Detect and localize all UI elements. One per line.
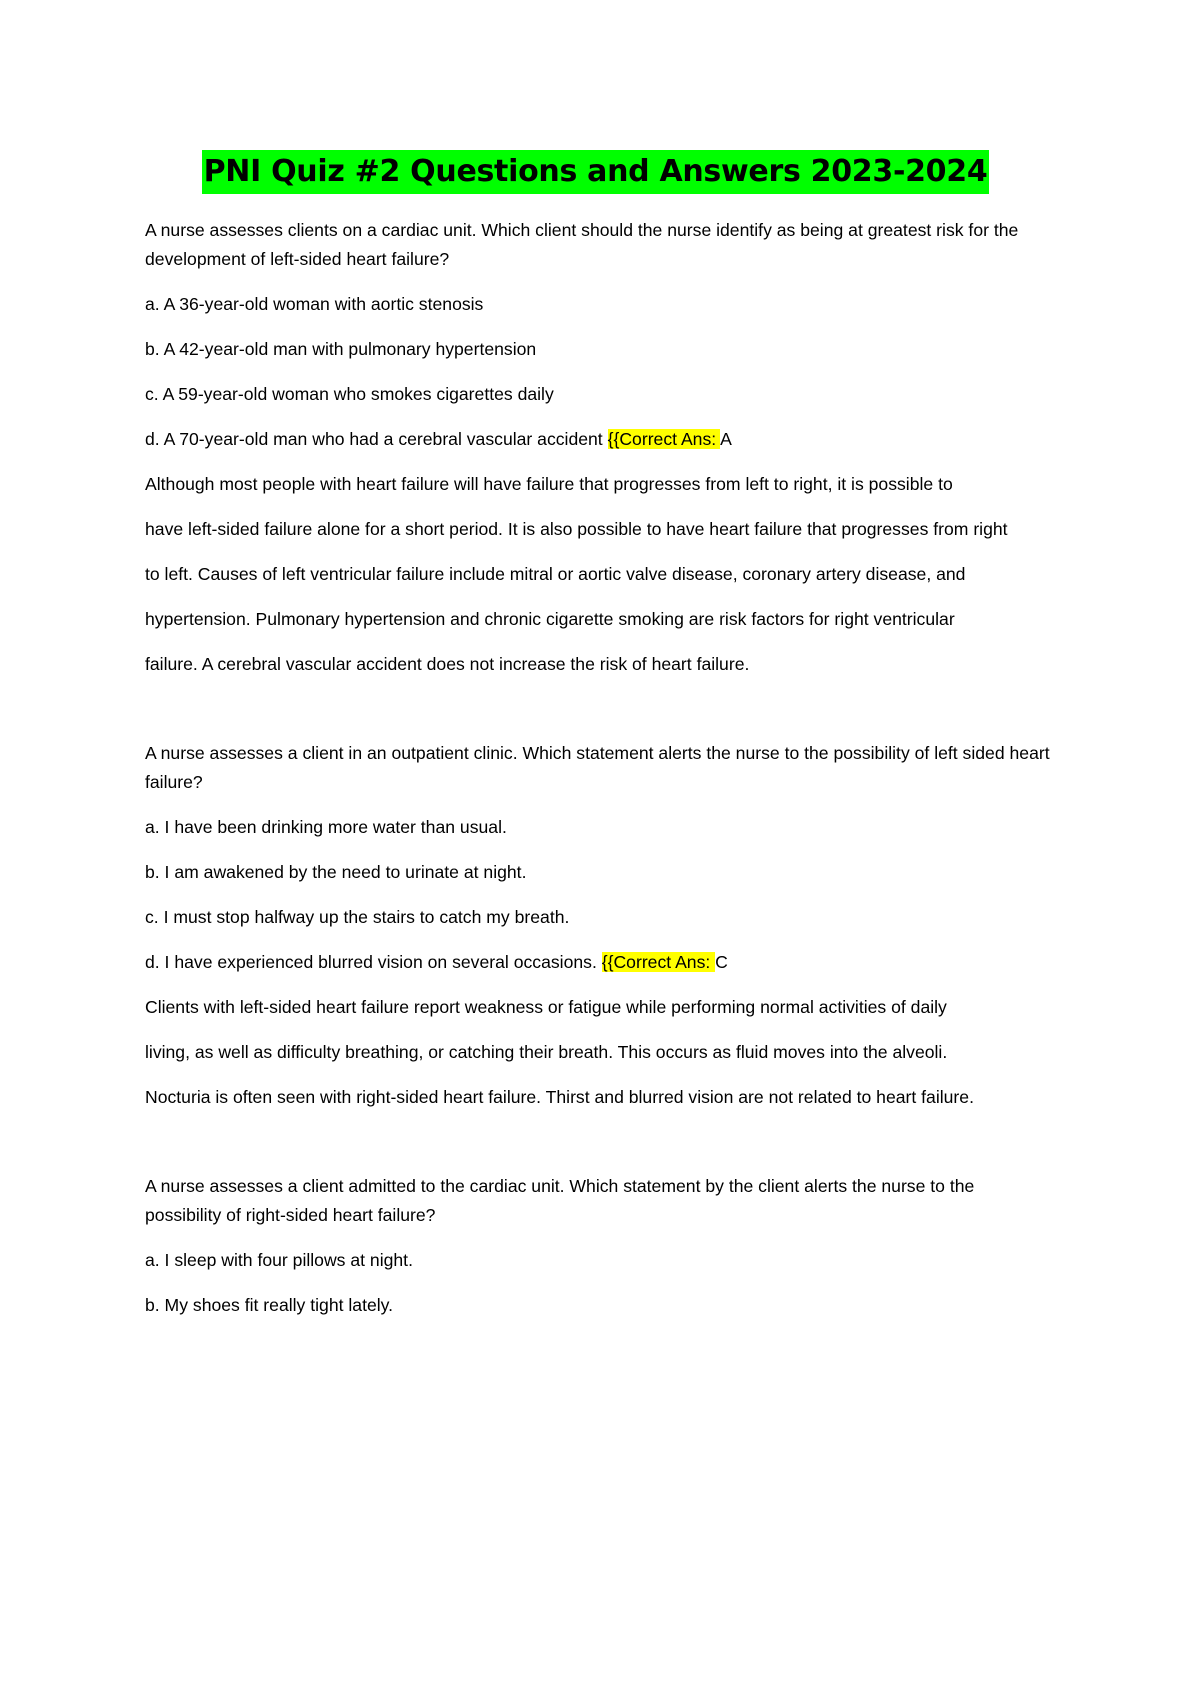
document-body bbox=[145, 216, 1055, 1336]
section-gap bbox=[145, 1128, 1055, 1172]
question-3-stem: A nurse assesses a client admitted to the cardiac unit. Which statement by the client alerts the nurse to the possibility of right-sided heart failure? bbox=[145, 1176, 975, 1225]
question-1-rationale-2: have left-sided failure alone for a short period. It is also possible to have heart failure that progresses from right bbox=[145, 519, 1008, 539]
question-1-option-c: c. A 59-year-old woman who smokes cigarettes daily bbox=[145, 384, 554, 404]
question-1-option-a: a. A 36-year-old woman with aortic stenosis bbox=[145, 294, 484, 314]
question-2-option-a: a. I have been drinking more water than usual. bbox=[145, 817, 507, 837]
question-2-option-b: b. I am awakened by the need to urinate at night. bbox=[145, 862, 527, 882]
question-2-stem: A nurse assesses a client in an outpatient clinic. Which statement alerts the nurse to the possibility of left sided heart failure? bbox=[145, 743, 1050, 792]
question-1-rationale-5: failure. A cerebral vascular accident does not increase the risk of heart failure. bbox=[145, 654, 750, 674]
question-2-rationale-2: living, as well as difficulty breathing, or catching their breath. This occurs as fluid moves into the alveoli. bbox=[145, 1042, 948, 1062]
question-2-option-c: c. I must stop halfway up the stairs to catch my breath. bbox=[145, 907, 570, 927]
question-1-rationale-4: hypertension. Pulmonary hypertension and chronic cigarette smoking are risk factors for right ventricular bbox=[145, 609, 955, 629]
question-1-option-b: b. A 42-year-old man with pulmonary hypertension bbox=[145, 339, 537, 359]
title-wrap bbox=[0, 150, 1191, 194]
question-2-option-d bbox=[145, 948, 1055, 977]
question-1-option-d bbox=[145, 425, 1055, 454]
question-2-answer-value: C bbox=[715, 952, 728, 972]
question-1-stem: A nurse assesses clients on a cardiac unit. Which client should the nurse identify as being at greatest risk for the development of left-sided heart failure? bbox=[145, 220, 1019, 269]
question-3-option-a: a. I sleep with four pillows at night. bbox=[145, 1250, 413, 1270]
question-2-answer-label: {{Correct Ans: bbox=[601, 952, 716, 972]
question-1-option-d-text: d. A 70-year-old man who had a cerebral vascular accident bbox=[145, 429, 608, 449]
question-3-option-b: b. My shoes fit really tight lately. bbox=[145, 1295, 394, 1315]
question-1-answer-value: A bbox=[720, 429, 732, 449]
question-2-rationale-1: Clients with left-sided heart failure report weakness or fatigue while performing normal activities of daily bbox=[145, 997, 947, 1017]
question-2-option-d-text: d. I have experienced blurred vision on several occasions. bbox=[145, 952, 602, 972]
question-2-rationale-3: Nocturia is often seen with right-sided heart failure. Thirst and blurred vision are not related to heart failure. bbox=[145, 1087, 974, 1107]
question-1-rationale-3: to left. Causes of left ventricular failure include mitral or aortic valve disease, coronary artery disease, and bbox=[145, 564, 966, 584]
section-gap bbox=[145, 695, 1055, 739]
question-1-answer-label: {{Correct Ans: bbox=[607, 429, 721, 449]
page-title: PNI Quiz #2 Questions and Answers 2023-2024 bbox=[202, 150, 990, 194]
question-1-rationale-1: Although most people with heart failure will have failure that progresses from left to right, it is possible to bbox=[145, 474, 953, 494]
